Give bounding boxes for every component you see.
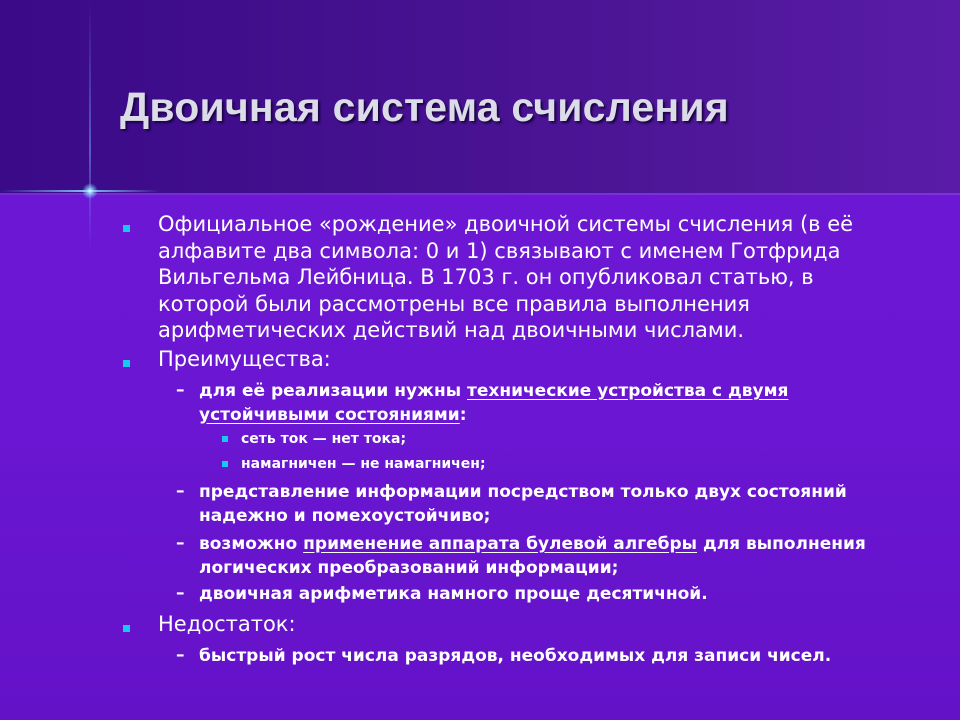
- dash-marker: –: [176, 645, 185, 665]
- boolean-algebra-link[interactable]: применение аппарата булевой алгебры: [303, 534, 698, 554]
- title-band-edge: [0, 193, 960, 195]
- advantage-item-4: двоичная арифметика намного проще десятичной.: [199, 584, 708, 604]
- decorative-vertical-line: [89, 0, 91, 250]
- advantage-item-2-line-2: надежно и помехоустойчиво;: [199, 505, 491, 526]
- sub-item-1: сеть ток — нет тока;: [241, 431, 407, 447]
- disadvantage-item-1: быстрый рост числа разрядов, необходимых для записи чисел.: [199, 646, 832, 666]
- dash-marker: –: [176, 583, 185, 603]
- slide-title: Двоичная система счисления: [120, 84, 729, 130]
- bullet-square-icon: [123, 625, 130, 632]
- bullet-1-line-5: арифметических действий над двоичными числами.: [158, 318, 745, 342]
- advantage-item-1-suffix: :: [459, 404, 467, 425]
- sparkle-icon: [82, 183, 98, 199]
- bullet-1-line-3: Вильгельма Лейбница. В 1703 г. он опубликовал статью, в: [158, 265, 814, 289]
- advantage-item-3-line-1: [199, 533, 866, 557]
- hardware-link[interactable]: технические устройства с двумя: [467, 381, 789, 401]
- dash-marker: –: [176, 533, 185, 553]
- dash-marker: –: [176, 380, 185, 400]
- advantage-item-1-line-1: [199, 380, 788, 404]
- advantage-item-3-line-2: логических преобразований информации;: [199, 557, 619, 578]
- bullet-1-line-4: которой были рассмотрены все правила выполнения: [158, 291, 750, 316]
- bullet-1-line-1: Официальное «рождение» двоичной системы счисления (в её: [158, 212, 854, 236]
- disadvantages-heading: Недостаток:: [158, 612, 296, 636]
- stable-states-link[interactable]: устойчивыми состояниями: [199, 404, 460, 425]
- advantages-heading: Преимущества:: [158, 347, 331, 371]
- advantage-item-2-line-1: представление информации посредством только двух состояний: [199, 482, 847, 502]
- advantage-item-3-suffix: для выполнения: [697, 534, 866, 554]
- advantage-item-3-prefix: возможно: [199, 534, 304, 554]
- sub-item-2: намагничен — не намагничен;: [241, 456, 486, 472]
- bullet-1-line-2: алфавите два символа: 0 и 1) связывают с именем Готфрида: [158, 238, 841, 263]
- advantage-item-1-line-2: [199, 404, 467, 428]
- dash-marker: –: [176, 481, 185, 501]
- decorative-horizontal-line: [0, 190, 160, 192]
- bullet-square-icon: [123, 225, 130, 232]
- bullet-square-icon: [222, 436, 228, 442]
- advantage-item-1-prefix: для её реализации нужны: [199, 381, 467, 401]
- bullet-square-icon: [123, 360, 130, 367]
- bullet-square-icon: [222, 461, 228, 467]
